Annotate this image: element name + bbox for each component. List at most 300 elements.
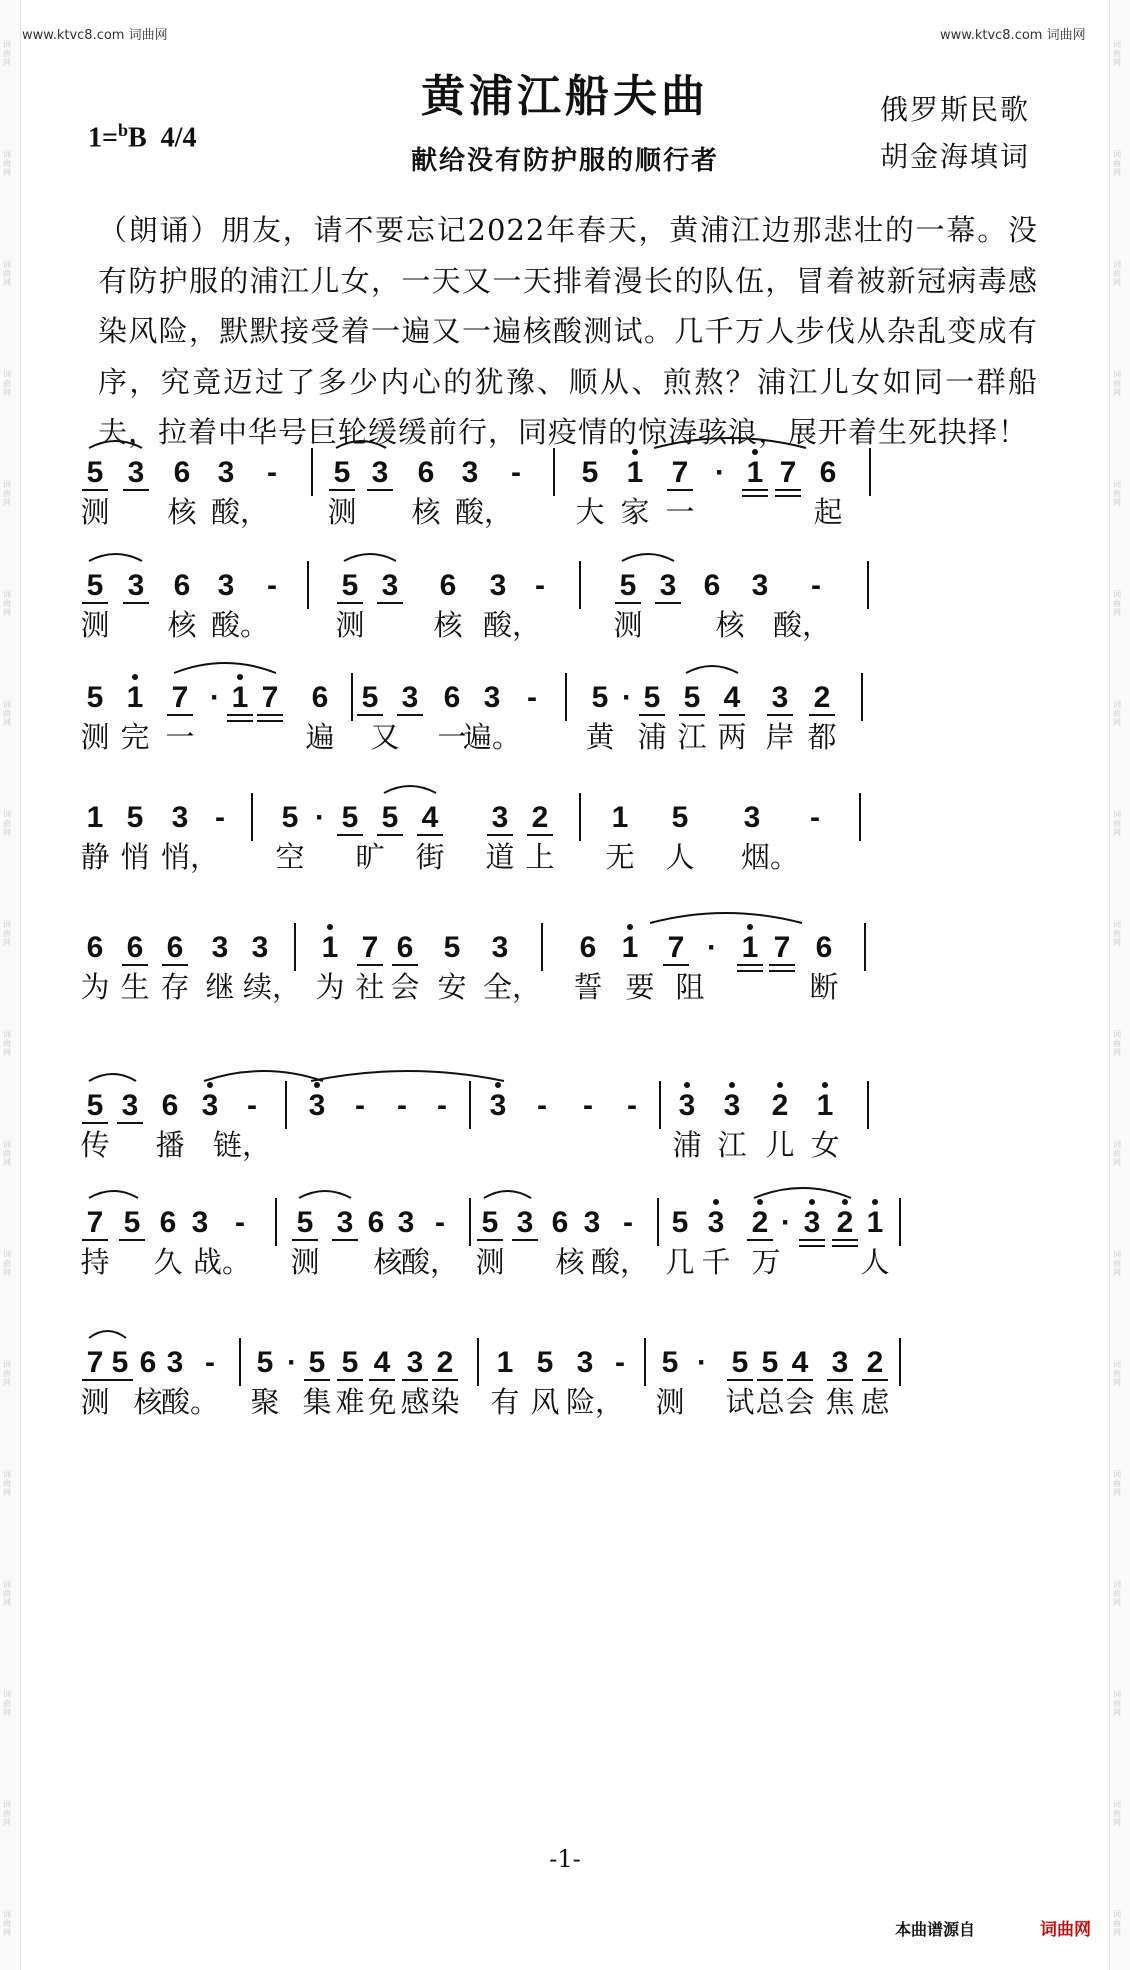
watermark-mark: 词 曲 网	[1113, 920, 1121, 947]
lyric-syllable: 试	[725, 1385, 755, 1419]
note: 3	[491, 801, 509, 834]
note: 4	[373, 1346, 391, 1379]
note: 7	[361, 931, 379, 964]
note: 6	[173, 569, 191, 602]
lyric-syllable: 存	[160, 970, 190, 1004]
note: 3	[659, 569, 677, 602]
watermark-mark: 词 曲 网	[3, 1030, 11, 1057]
lyric-syllable: 酸，	[590, 1245, 650, 1279]
note: 3	[217, 456, 235, 489]
note: 3	[489, 1089, 507, 1122]
note: 5	[591, 681, 609, 714]
note: 3	[381, 569, 399, 602]
octave-dot	[729, 1082, 735, 1088]
extension-dash: -	[810, 801, 820, 834]
lyric-syllable: 儿	[765, 1128, 795, 1162]
note: 3	[397, 1206, 415, 1239]
lyric-syllable: 测	[335, 608, 365, 642]
lyricist-credit: 胡金海填词	[880, 140, 1031, 173]
note: 5	[126, 801, 144, 834]
note: 5	[341, 569, 359, 602]
note: 5	[731, 1346, 749, 1379]
watermark-mark: 词 曲 网	[1113, 480, 1121, 507]
watermark-mark: 词 曲 网	[1113, 1910, 1121, 1937]
octave-dot	[757, 1199, 763, 1205]
score-line	[70, 905, 1070, 1025]
note: 6	[815, 931, 833, 964]
note: 3	[191, 1206, 209, 1239]
watermark-mark: 词 曲 网	[3, 150, 11, 177]
lyric-syllable: 断	[809, 970, 839, 1004]
note: 1	[866, 1206, 884, 1239]
lyric-syllable: 要	[625, 970, 655, 1004]
lyric-syllable: 女	[810, 1128, 840, 1162]
watermark-mark: 词 曲 网	[1113, 1360, 1121, 1387]
note: 3	[483, 681, 501, 714]
note: 3	[576, 1346, 594, 1379]
watermark-mark: 词 曲 网	[3, 1470, 11, 1497]
extension-dash: -	[811, 569, 821, 602]
extension-dash: -	[627, 1089, 637, 1122]
lyric-syllable: 酸，	[400, 1245, 460, 1279]
note: 5	[671, 1206, 689, 1239]
note: 3	[121, 1089, 139, 1122]
octave-dot	[872, 1199, 878, 1205]
slur-arc	[299, 1191, 351, 1198]
note: 2	[836, 1206, 854, 1239]
origin-credit: 俄罗斯民歌	[880, 93, 1031, 126]
note: 5	[619, 569, 637, 602]
lyric-syllable: 生	[120, 970, 150, 1004]
note: 5	[86, 456, 104, 489]
lyric-syllable: 测	[475, 1245, 505, 1279]
note: 7	[667, 931, 685, 964]
octave-dot	[684, 1082, 690, 1088]
note: 5	[683, 681, 701, 714]
lyric-syllable: 虑	[860, 1385, 890, 1419]
lyric-syllable: 街	[415, 840, 445, 874]
extension-dash: -	[615, 1346, 625, 1379]
header-site-url-left: www.ktvc8.com 词曲网	[22, 28, 168, 43]
note: 7	[86, 1346, 104, 1379]
slur-arc	[384, 786, 436, 793]
extension-dash: -	[583, 1089, 593, 1122]
watermark-mark: 词 曲 网	[3, 40, 11, 67]
lyric-syllable: 无	[605, 840, 635, 874]
lyric-syllable: 大	[575, 495, 605, 529]
note: 5	[123, 1206, 141, 1239]
slur-arc	[686, 666, 738, 673]
watermark-mark: 词 曲 网	[1113, 1140, 1121, 1167]
note: 3	[211, 931, 229, 964]
lyric-syllable: 核	[433, 608, 463, 642]
lyric-syllable: 会	[785, 1385, 815, 1419]
time-signature: 4/4	[160, 122, 197, 154]
lyric-syllable: 测	[80, 1385, 110, 1419]
note: 5	[341, 1346, 359, 1379]
lyric-syllable: 会	[390, 970, 420, 1004]
watermark-mark: 词 曲 网	[1113, 590, 1121, 617]
note: 3	[401, 681, 419, 714]
note: 3	[251, 931, 269, 964]
note: 5	[761, 1346, 779, 1379]
source-note: 本曲谱源自	[895, 1920, 976, 1939]
watermark-mark: 词 曲 网	[3, 480, 11, 507]
octave-dot	[207, 1082, 213, 1088]
note: 6	[579, 931, 597, 964]
lyric-syllable: 静	[80, 840, 110, 874]
note: 6	[703, 569, 721, 602]
lyric-syllable: 一	[165, 720, 195, 754]
extension-dash: -	[535, 569, 545, 602]
lyric-syllable: 又	[370, 720, 400, 754]
rhythm-dot: ·	[697, 1346, 707, 1379]
lyric-syllable: 核	[167, 495, 197, 529]
note: 2	[531, 801, 549, 834]
rhythm-dot: ·	[210, 681, 220, 714]
lyric-syllable: 有	[490, 1385, 520, 1419]
lyric-syllable: 两	[717, 720, 747, 754]
lyric-syllable: 一	[437, 720, 467, 754]
note: 1	[741, 931, 759, 964]
lyric-syllable: 家	[620, 495, 650, 529]
note: 3	[371, 456, 389, 489]
slur-arc	[89, 1074, 136, 1081]
watermark-mark: 词 曲 网	[1113, 40, 1121, 67]
slur-arc	[484, 1191, 531, 1198]
lyric-syllable: 测	[290, 1245, 320, 1279]
note: 1	[626, 456, 644, 489]
score-line	[70, 1063, 1070, 1183]
note: 6	[396, 931, 414, 964]
watermark-mark: 词 曲 网	[1113, 1250, 1121, 1277]
lyric-syllable: 免	[367, 1385, 397, 1419]
note: 6	[367, 1206, 385, 1239]
lyric-syllable: 旷	[355, 840, 385, 874]
note: 7	[171, 681, 189, 714]
lyric-syllable: 持	[80, 1245, 110, 1279]
note: 3	[336, 1206, 354, 1239]
note: 5	[296, 1206, 314, 1239]
key-prefix: 1=	[88, 122, 118, 154]
watermark-mark: 词 曲 网	[3, 1580, 11, 1607]
note: 7	[779, 456, 797, 489]
note: 6	[159, 1206, 177, 1239]
slur-arc	[754, 1188, 851, 1198]
note: 1	[496, 1346, 514, 1379]
note: 6	[551, 1206, 569, 1239]
note: 6	[161, 1089, 179, 1122]
lyric-syllable: 染	[430, 1385, 460, 1419]
key-note: B	[127, 122, 147, 154]
slur-arc	[654, 438, 806, 448]
note: 6	[166, 931, 184, 964]
lyric-syllable: 万	[751, 1245, 781, 1279]
note: 3	[201, 1089, 219, 1122]
lyric-syllable: 为	[315, 970, 345, 1004]
score-line	[70, 1180, 1070, 1300]
extension-dash: -	[623, 1206, 633, 1239]
page-number: -1-	[549, 1845, 581, 1873]
lyric-syllable: 测	[80, 608, 110, 642]
lyric-syllable: 链，	[212, 1128, 272, 1162]
note: 5	[86, 1089, 104, 1122]
lyric-syllable: 阻	[675, 970, 705, 1004]
lyric-syllable: 全，	[482, 970, 542, 1004]
extension-dash: -	[437, 1089, 447, 1122]
watermark-mark: 词 曲 网	[3, 1910, 11, 1937]
watermark-mark: 词 曲 网	[3, 1690, 11, 1717]
extension-dash: -	[267, 456, 277, 489]
note: 3	[489, 569, 507, 602]
lyric-syllable: 核	[555, 1245, 585, 1279]
lyric-syllable: 焦	[825, 1385, 855, 1419]
lyric-syllable: 浦	[672, 1128, 702, 1162]
lyric-syllable: 难	[335, 1385, 365, 1419]
note: 3	[707, 1206, 725, 1239]
note: 5	[111, 1346, 129, 1379]
note: 5	[671, 801, 689, 834]
rhythm-dot: ·	[715, 456, 725, 489]
note: 3	[127, 456, 145, 489]
watermark-mark: 词 曲 网	[1113, 810, 1121, 837]
lyric-syllable: 酸，	[210, 495, 270, 529]
note: 3	[743, 801, 761, 834]
extension-dash: -	[267, 569, 277, 602]
note: 6	[173, 456, 191, 489]
lyric-syllable: 测	[327, 495, 357, 529]
score-notation	[70, 775, 1070, 855]
note: 2	[436, 1346, 454, 1379]
lyric-syllable: 社	[355, 970, 385, 1004]
lyric-syllable: 继	[205, 970, 235, 1004]
watermark-mark: 词 曲 网	[3, 810, 11, 837]
note: 3	[171, 801, 189, 834]
lyric-syllable: 起	[813, 495, 843, 529]
note: 5	[281, 801, 299, 834]
lyric-syllable: 酸，	[482, 608, 542, 642]
lyric-syllable: 续，	[242, 970, 302, 1004]
octave-dot	[627, 924, 633, 930]
note: 3	[461, 456, 479, 489]
octave-dot	[747, 924, 753, 930]
octave-dot	[822, 1082, 828, 1088]
note: 7	[86, 1206, 104, 1239]
watermark-mark: 词 曲 网	[3, 590, 11, 617]
lyric-syllable: 核	[715, 608, 745, 642]
watermark-mark: 词 曲 网	[3, 1800, 11, 1827]
note: 3	[127, 569, 145, 602]
lyric-syllable: 核	[411, 495, 441, 529]
note: 1	[816, 1089, 834, 1122]
slur-arc	[204, 1071, 323, 1081]
octave-dot	[777, 1082, 783, 1088]
watermark-mark: 词 曲 网	[1113, 150, 1121, 177]
right-watermark-strip	[1109, 0, 1130, 1970]
extension-dash: -	[397, 1089, 407, 1122]
lyric-syllable: 遍。	[462, 720, 522, 754]
lyric-syllable: 为	[80, 970, 110, 1004]
extension-dash: -	[205, 1346, 215, 1379]
note: 4	[723, 681, 741, 714]
octave-dot	[809, 1199, 815, 1205]
note: 3	[217, 569, 235, 602]
note: 6	[311, 681, 329, 714]
note: 5	[481, 1206, 499, 1239]
note: 5	[86, 569, 104, 602]
note: 1	[746, 456, 764, 489]
lyric-syllable: 聚	[250, 1385, 280, 1419]
lyric-syllable: 酸，	[772, 608, 832, 642]
watermark-mark: 词 曲 网	[1113, 260, 1121, 287]
slur-arc	[650, 913, 802, 923]
note: 6	[439, 569, 457, 602]
lyric-syllable: 江	[677, 720, 707, 754]
song-title: 黄浦江船夫曲	[421, 71, 709, 122]
lyric-syllable: 酸，	[454, 495, 514, 529]
octave-dot	[713, 1199, 719, 1205]
note: 3	[166, 1346, 184, 1379]
note: 6	[417, 456, 435, 489]
lyric-syllable: 烟。	[740, 840, 800, 874]
note: 1	[321, 931, 339, 964]
slur-arc	[89, 554, 142, 561]
lyric-syllable: 酸。	[210, 608, 270, 642]
octave-dot	[632, 449, 638, 455]
watermark-mark: 词 曲 网	[3, 1250, 11, 1277]
lyric-syllable: 核	[133, 1385, 163, 1419]
lyric-syllable: 悄，	[160, 840, 220, 874]
song-subtitle: 献给没有防护服的顺行者	[410, 146, 719, 176]
lyric-syllable: 空	[275, 840, 305, 874]
lyric-syllable: 几	[665, 1245, 695, 1279]
score-line	[70, 1320, 1070, 1440]
rhythm-dot: ·	[622, 681, 632, 714]
octave-dot	[237, 674, 243, 680]
note: 3	[516, 1206, 534, 1239]
octave-dot	[327, 924, 333, 930]
lyric-syllable: 测	[613, 608, 643, 642]
slur-arc	[89, 1191, 138, 1198]
watermark-mark: 词 曲 网	[3, 1360, 11, 1387]
slur-arc	[336, 441, 386, 448]
octave-dot	[495, 1082, 501, 1088]
note: 7	[773, 931, 791, 964]
octave-dot	[842, 1199, 848, 1205]
note: 6	[139, 1346, 157, 1379]
octave-dot	[132, 674, 138, 680]
octave-dot	[752, 449, 758, 455]
lyric-syllable: 誓	[573, 970, 603, 1004]
slur-arc	[174, 663, 276, 673]
score-notation	[70, 655, 1070, 735]
note: 7	[261, 681, 279, 714]
note: 5	[581, 456, 599, 489]
lyric-syllable: 道	[485, 840, 515, 874]
note: 5	[661, 1346, 679, 1379]
note: 2	[813, 681, 831, 714]
lyric-syllable: 险，	[565, 1385, 625, 1419]
watermark-mark: 词 曲 网	[3, 920, 11, 947]
lyric-syllable: 浦	[637, 720, 667, 754]
lyric-syllable: 播	[155, 1128, 185, 1162]
extension-dash: -	[527, 681, 537, 714]
note: 6	[126, 931, 144, 964]
note: 5	[333, 456, 351, 489]
note: 3	[723, 1089, 741, 1122]
score-line	[70, 775, 1070, 895]
note: 3	[771, 681, 789, 714]
note: 5	[341, 801, 359, 834]
slur-arc	[311, 1071, 504, 1081]
lyric-syllable: 人	[860, 1245, 890, 1279]
extension-dash: -	[235, 1206, 245, 1239]
lyric-syllable: 传	[80, 1128, 110, 1162]
lyric-syllable: 测	[80, 720, 110, 754]
lyric-syllable: 酸。	[160, 1385, 220, 1419]
lyric-syllable: 感	[400, 1385, 430, 1419]
note: 5	[86, 681, 104, 714]
note: 1	[621, 931, 639, 964]
note: 3	[678, 1089, 696, 1122]
note: 3	[406, 1346, 424, 1379]
rhythm-dot: ·	[781, 1206, 791, 1239]
lyric-syllable: 集	[302, 1385, 332, 1419]
octave-dot	[314, 1082, 320, 1088]
score-line	[70, 655, 1070, 775]
extension-dash: -	[537, 1089, 547, 1122]
score-line	[70, 430, 1070, 550]
watermark-mark: 词 曲 网	[3, 700, 11, 727]
lyric-syllable: 战。	[192, 1245, 252, 1279]
lyric-syllable: 核	[373, 1245, 403, 1279]
watermark-mark: 词 曲 网	[3, 370, 11, 397]
note: 1	[611, 801, 629, 834]
watermark-mark: 词 曲 网	[3, 1140, 11, 1167]
score-line	[70, 543, 1070, 663]
note: 4	[421, 801, 439, 834]
note: 6	[819, 456, 837, 489]
note: 6	[443, 681, 461, 714]
note: 1	[231, 681, 249, 714]
lyric-syllable: 江	[717, 1128, 747, 1162]
lyric-syllable: 黄	[585, 720, 615, 754]
lyric-syllable: 岸	[765, 720, 795, 754]
note: 1	[86, 801, 104, 834]
slur-arc	[89, 441, 142, 448]
extension-dash: -	[355, 1089, 365, 1122]
watermark-mark: 词 曲 网	[1113, 1580, 1121, 1607]
rhythm-dot: ·	[707, 931, 717, 964]
lyric-syllable: 都	[807, 720, 837, 754]
lyric-syllable: 安	[437, 970, 467, 1004]
note: 3	[751, 569, 769, 602]
slur-arc	[344, 554, 396, 561]
lyric-syllable: 久	[153, 1245, 183, 1279]
note: 2	[866, 1346, 884, 1379]
lyric-syllable: 人	[665, 840, 695, 874]
watermark-mark: 词 曲 网	[1113, 1030, 1121, 1057]
watermark-mark: 词 曲 网	[1113, 1800, 1121, 1827]
note: 3	[831, 1346, 849, 1379]
slur-arc	[622, 554, 674, 561]
note: 3	[583, 1206, 601, 1239]
note: 5	[361, 681, 379, 714]
lyric-syllable: 悄	[120, 840, 150, 874]
site-logo: 词曲网	[1040, 1920, 1091, 1940]
note: 3	[491, 931, 509, 964]
slur-arc	[89, 1331, 126, 1338]
